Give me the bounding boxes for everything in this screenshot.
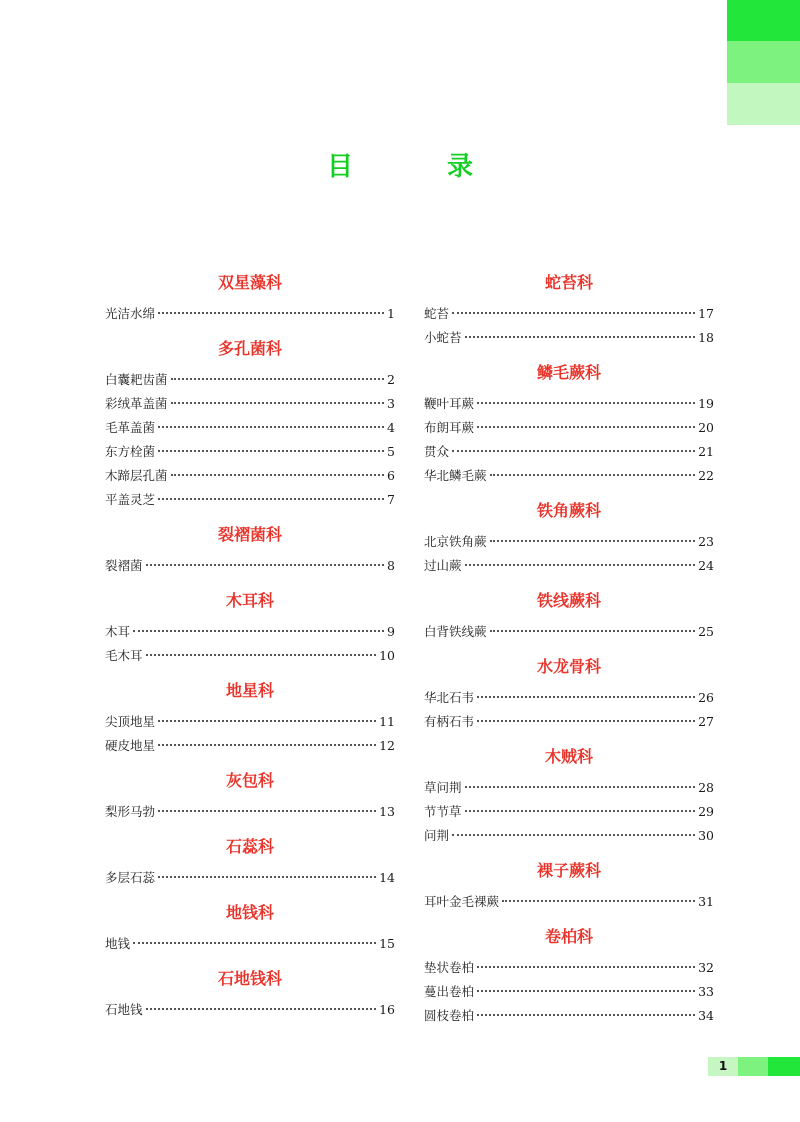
entry-page-number: 22 [698,468,714,483]
entry-page-number: 10 [379,648,395,663]
dot-leader [133,630,384,632]
entry-page-number: 18 [698,330,714,345]
entry-page-number: 21 [698,444,714,459]
toc-entry[interactable] [105,866,395,890]
toc-entry[interactable] [105,710,395,734]
dot-leader [490,474,696,476]
entry-name: 东方栓菌 [105,444,156,459]
entry-page-number: 5 [387,444,395,459]
entry-page-number: 17 [698,306,714,321]
toc-section [424,588,714,644]
entry-name: 木耳 [105,624,131,639]
dot-leader [171,474,385,476]
section-title: 双星藻科 [217,273,282,292]
dot-leader [158,876,376,878]
toc-section [424,924,714,1028]
entry-page-number: 27 [698,714,714,729]
entry-page-number: 20 [698,420,714,435]
dot-leader [477,720,695,722]
toc-entry[interactable] [105,488,395,512]
entry-name: 蔓出卷柏 [424,984,475,999]
toc-entry[interactable] [424,530,714,554]
page-bar-medium [738,1057,768,1076]
corner-tab-medium [727,41,800,83]
toc-section [105,966,395,1022]
entry-name: 尖顶地星 [105,714,156,729]
entry-name: 耳叶金毛裸蕨 [424,894,500,909]
dot-leader [477,696,695,698]
entry-name: 地钱 [105,936,131,951]
toc-entry[interactable] [424,686,714,710]
toc-entry[interactable] [424,416,714,440]
toc-entry[interactable] [424,302,714,326]
toc-section [105,588,395,668]
toc-entry[interactable] [105,368,395,392]
dot-leader [158,498,384,500]
entry-name: 布朗耳蕨 [424,420,475,435]
entry-name: 问荆 [424,828,450,843]
dot-leader [452,312,695,314]
toc-section [105,834,395,890]
entry-page-number: 31 [698,894,714,909]
entry-name: 蛇苔 [424,306,450,321]
toc-entry[interactable] [424,824,714,848]
toc-entry[interactable] [424,800,714,824]
toc-entry[interactable] [424,956,714,980]
toc-section [105,336,395,512]
toc-section [424,744,714,848]
entry-name: 过山蕨 [424,558,462,573]
entry-name: 草问荆 [424,780,462,795]
toc-entry[interactable] [424,776,714,800]
toc-entry[interactable] [105,932,395,956]
entry-page-number: 29 [698,804,714,819]
toc-section [105,900,395,956]
toc-entry[interactable] [105,734,395,758]
entry-page-number: 15 [379,936,395,951]
section-title: 卷柏科 [544,927,593,946]
toc-entry[interactable] [105,644,395,668]
entry-name: 光洁水绵 [105,306,156,321]
dot-leader [158,810,376,812]
corner-tab-light [727,83,800,125]
entry-page-number: 30 [698,828,714,843]
entry-page-number: 34 [698,1008,714,1023]
dot-leader [158,744,376,746]
entry-page-number: 7 [387,492,395,507]
entry-name: 贯众 [424,444,450,459]
entry-page-number: 26 [698,690,714,705]
entry-page-number: 25 [698,624,714,639]
toc-entry[interactable] [424,980,714,1004]
toc-entry[interactable] [105,620,395,644]
entry-name: 华北鳞毛蕨 [424,468,487,483]
page-number: 1 [708,1057,738,1076]
section-title: 地星科 [225,681,274,700]
entry-name: 圆枝卷柏 [424,1008,475,1023]
entry-name: 石地钱 [105,1002,143,1017]
toc-entry[interactable] [424,440,714,464]
entry-page-number: 23 [698,534,714,549]
toc-entry[interactable] [105,302,395,326]
toc-section [424,270,714,350]
entry-page-number: 33 [698,984,714,999]
section-title: 石地钱科 [217,969,282,988]
page-bar-dark [768,1057,800,1076]
entry-page-number: 16 [379,1002,395,1017]
entry-page-number: 4 [387,420,395,435]
toc-entry[interactable] [424,710,714,734]
dot-leader [477,990,695,992]
dot-leader [158,312,384,314]
dot-leader [171,378,385,380]
entry-name: 彩绒革盖菌 [105,396,168,411]
entry-name: 白囊耙齿菌 [105,372,168,387]
toc-section [105,678,395,758]
toc-entry[interactable] [424,464,714,488]
dot-leader [146,1008,377,1010]
entry-name: 小蛇苔 [424,330,462,345]
section-title: 鳞毛蕨科 [536,363,601,382]
entry-name: 节节草 [424,804,462,819]
entry-page-number: 2 [387,372,395,387]
toc-section [424,498,714,578]
toc-entry[interactable] [424,326,714,350]
entry-name: 裂褶菌 [105,558,143,573]
entry-page-number: 11 [379,714,395,729]
entry-name: 华北石韦 [424,690,475,705]
entry-page-number: 32 [698,960,714,975]
entry-page-number: 19 [698,396,714,411]
entry-page-number: 13 [379,804,395,819]
section-title: 木耳科 [225,591,274,610]
toc-section [105,522,395,578]
section-title: 石蕊科 [225,837,274,856]
dot-leader [477,426,695,428]
toc-section [424,858,714,914]
dot-leader [158,450,384,452]
section-title: 木贼科 [544,747,593,766]
section-title: 地钱科 [225,903,274,922]
section-title: 多孔菌科 [217,339,282,358]
entry-name: 平盖灵芝 [105,492,156,507]
entry-name: 有柄石韦 [424,714,475,729]
dot-leader [490,540,696,542]
toc-section [105,768,395,824]
entry-name: 梨形马勃 [105,804,156,819]
toc-entry[interactable] [424,392,714,416]
entry-page-number: 9 [387,624,395,639]
toc-entry[interactable] [424,620,714,644]
toc-right-column [424,270,714,1038]
entry-name: 木蹄层孔菌 [105,468,168,483]
entry-page-number: 6 [387,468,395,483]
entry-page-number: 1 [387,306,395,321]
entry-name: 多层石蕊 [105,870,156,885]
entry-page-number: 3 [387,396,395,411]
dot-leader [133,942,376,944]
dot-leader [465,786,696,788]
toc-entry[interactable] [105,800,395,824]
corner-tab-dark [727,0,800,41]
dot-leader [477,402,695,404]
toc-entry[interactable] [424,1004,714,1028]
dot-leader [171,402,385,404]
dot-leader [452,450,695,452]
dot-leader [477,966,695,968]
dot-leader [146,654,377,656]
toc-entry[interactable] [105,416,395,440]
section-title: 裂褶菌科 [217,525,282,544]
toc-section [424,654,714,734]
section-title: 裸子蕨科 [536,861,601,880]
entry-name: 毛革盖菌 [105,420,156,435]
toc-entry[interactable] [105,554,395,578]
dot-leader [465,336,696,338]
dot-leader [146,564,385,566]
section-title: 灰包科 [225,771,274,790]
section-title: 蛇苔科 [544,273,593,292]
toc-entry[interactable] [105,998,395,1022]
entry-name: 垫状卷柏 [424,960,475,975]
dot-leader [465,564,696,566]
dot-leader [452,834,695,836]
dot-leader [502,900,695,902]
toc-entry[interactable] [105,440,395,464]
toc-entry[interactable] [105,392,395,416]
entry-page-number: 8 [387,558,395,573]
entry-name: 白背铁线蕨 [424,624,487,639]
section-title: 铁角蕨科 [536,501,601,520]
toc-entry[interactable] [105,464,395,488]
entry-page-number: 14 [379,870,395,885]
dot-leader [158,720,376,722]
toc-entry[interactable] [424,554,714,578]
dot-leader [477,1014,695,1016]
dot-leader [158,426,384,428]
toc-left-column [105,270,395,1032]
dot-leader [490,630,696,632]
page-title: 目 录 [326,152,507,182]
entry-page-number: 28 [698,780,714,795]
toc-section [105,270,395,326]
toc-entry[interactable] [424,890,714,914]
entry-page-number: 12 [379,738,395,753]
entry-page-number: 24 [698,558,714,573]
toc-section [424,360,714,488]
entry-name: 硬皮地星 [105,738,156,753]
entry-name: 北京铁角蕨 [424,534,487,549]
section-title: 水龙骨科 [536,657,601,676]
section-title: 铁线蕨科 [536,591,601,610]
dot-leader [465,810,696,812]
entry-name: 鞭叶耳蕨 [424,396,475,411]
entry-name: 毛木耳 [105,648,143,663]
